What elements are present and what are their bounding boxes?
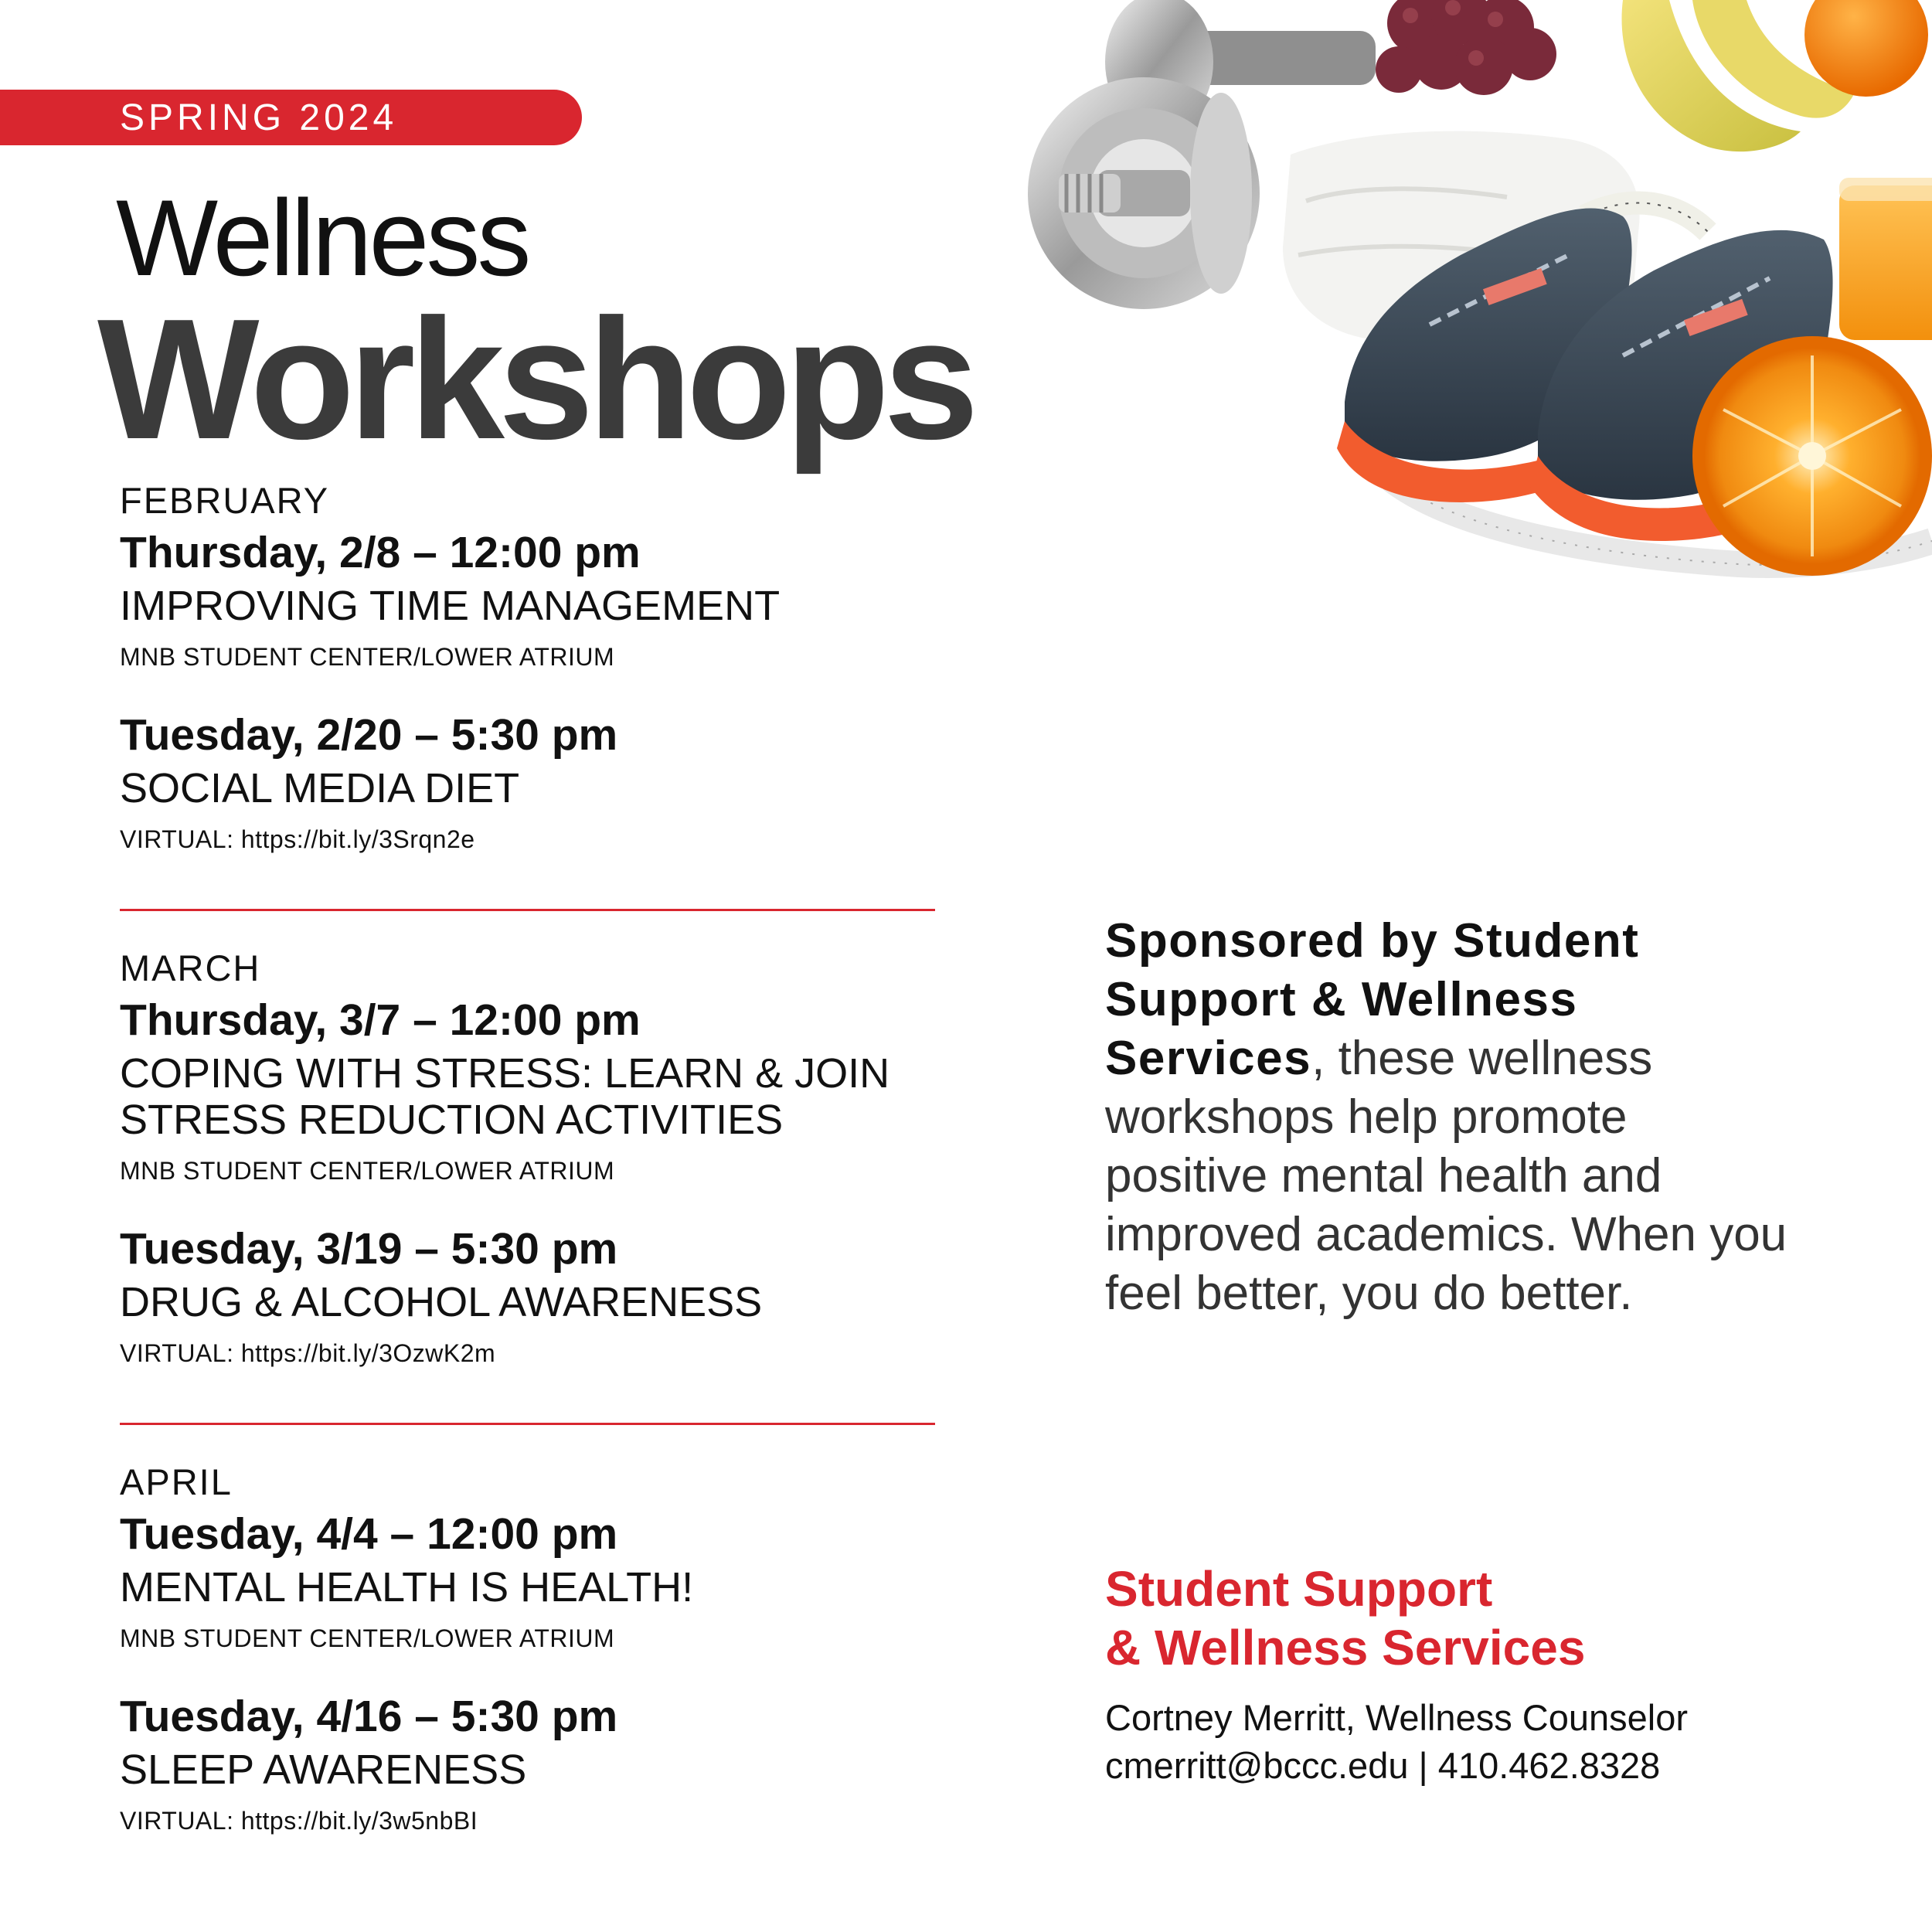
workshop-schedule xyxy=(120,479,939,1836)
event-item xyxy=(120,526,939,672)
event-item xyxy=(120,1222,939,1369)
event-date: Tuesday, 4/4 – 12:00 pm xyxy=(120,1509,618,1559)
season-label: SPRING 2024 xyxy=(120,97,398,138)
event-title: SLEEP AWARENESS xyxy=(120,1747,527,1793)
contact-block xyxy=(1105,1560,1878,1790)
month-label: MARCH xyxy=(120,947,261,988)
event-item xyxy=(120,1689,939,1836)
event-title: MENTAL HEALTH IS HEALTH! xyxy=(120,1564,694,1611)
event-item xyxy=(120,1507,939,1654)
event-location: MNB STUDENT CENTER/LOWER ATRIUM xyxy=(120,1157,615,1185)
event-title: COPING WITH STRESS: LEARN & JOIN STRESS REDUCTION ACTIVITIES xyxy=(120,1050,890,1143)
month-april xyxy=(120,1461,939,1836)
fitness-photo xyxy=(1028,0,1932,665)
event-location: MNB STUDENT CENTER/LOWER ATRIUM xyxy=(120,643,615,671)
org-name-line1: Student Support xyxy=(1105,1561,1493,1617)
event-virtual-link[interactable]: VIRTUAL: https://bit.ly/3Srqn2e xyxy=(120,825,475,853)
month-february xyxy=(120,479,939,855)
org-name-line2: & Wellness Services xyxy=(1105,1620,1586,1675)
sponsor-lead: Sponsored by Student Support & Wellness Services xyxy=(1105,914,1640,1085)
event-location: MNB STUDENT CENTER/LOWER ATRIUM xyxy=(120,1624,615,1652)
event-title: SOCIAL MEDIA DIET xyxy=(120,765,520,811)
month-label: FEBRUARY xyxy=(120,480,330,521)
event-title: DRUG & ALCOHOL AWARENESS xyxy=(120,1279,763,1325)
page-title-line1: Wellness xyxy=(116,177,529,298)
event-date: Thursday, 3/7 – 12:00 pm xyxy=(120,995,641,1045)
section-divider xyxy=(120,1423,935,1425)
event-virtual-link[interactable]: VIRTUAL: https://bit.ly/3OzwK2m xyxy=(120,1339,496,1367)
section-divider xyxy=(120,909,935,911)
season-banner xyxy=(0,90,582,145)
contact-person: Cortney Merritt, Wellness Counselor xyxy=(1105,1697,1688,1738)
event-item xyxy=(120,993,939,1186)
event-date: Tuesday, 4/16 – 5:30 pm xyxy=(120,1692,618,1741)
event-date: Thursday, 2/8 – 12:00 pm xyxy=(120,528,641,577)
contact-email-phone[interactable]: cmerritt@bccc.edu | 410.462.8328 xyxy=(1105,1745,1661,1786)
sponsor-body: , these wellness workshops help promote positive mental health and improved academics. When you feel better, you do better. xyxy=(1105,1032,1787,1320)
event-virtual-link[interactable]: VIRTUAL: https://bit.ly/3w5nbBI xyxy=(120,1807,478,1835)
event-date: Tuesday, 3/19 – 5:30 pm xyxy=(120,1224,618,1274)
event-date: Tuesday, 2/20 – 5:30 pm xyxy=(120,710,618,760)
event-item xyxy=(120,708,939,855)
sponsor-blurb xyxy=(1105,912,1801,1323)
month-label: APRIL xyxy=(120,1461,233,1502)
event-title: IMPROVING TIME MANAGEMENT xyxy=(120,583,781,629)
month-march xyxy=(120,947,939,1369)
page-title-line2: Workshops xyxy=(97,284,973,475)
